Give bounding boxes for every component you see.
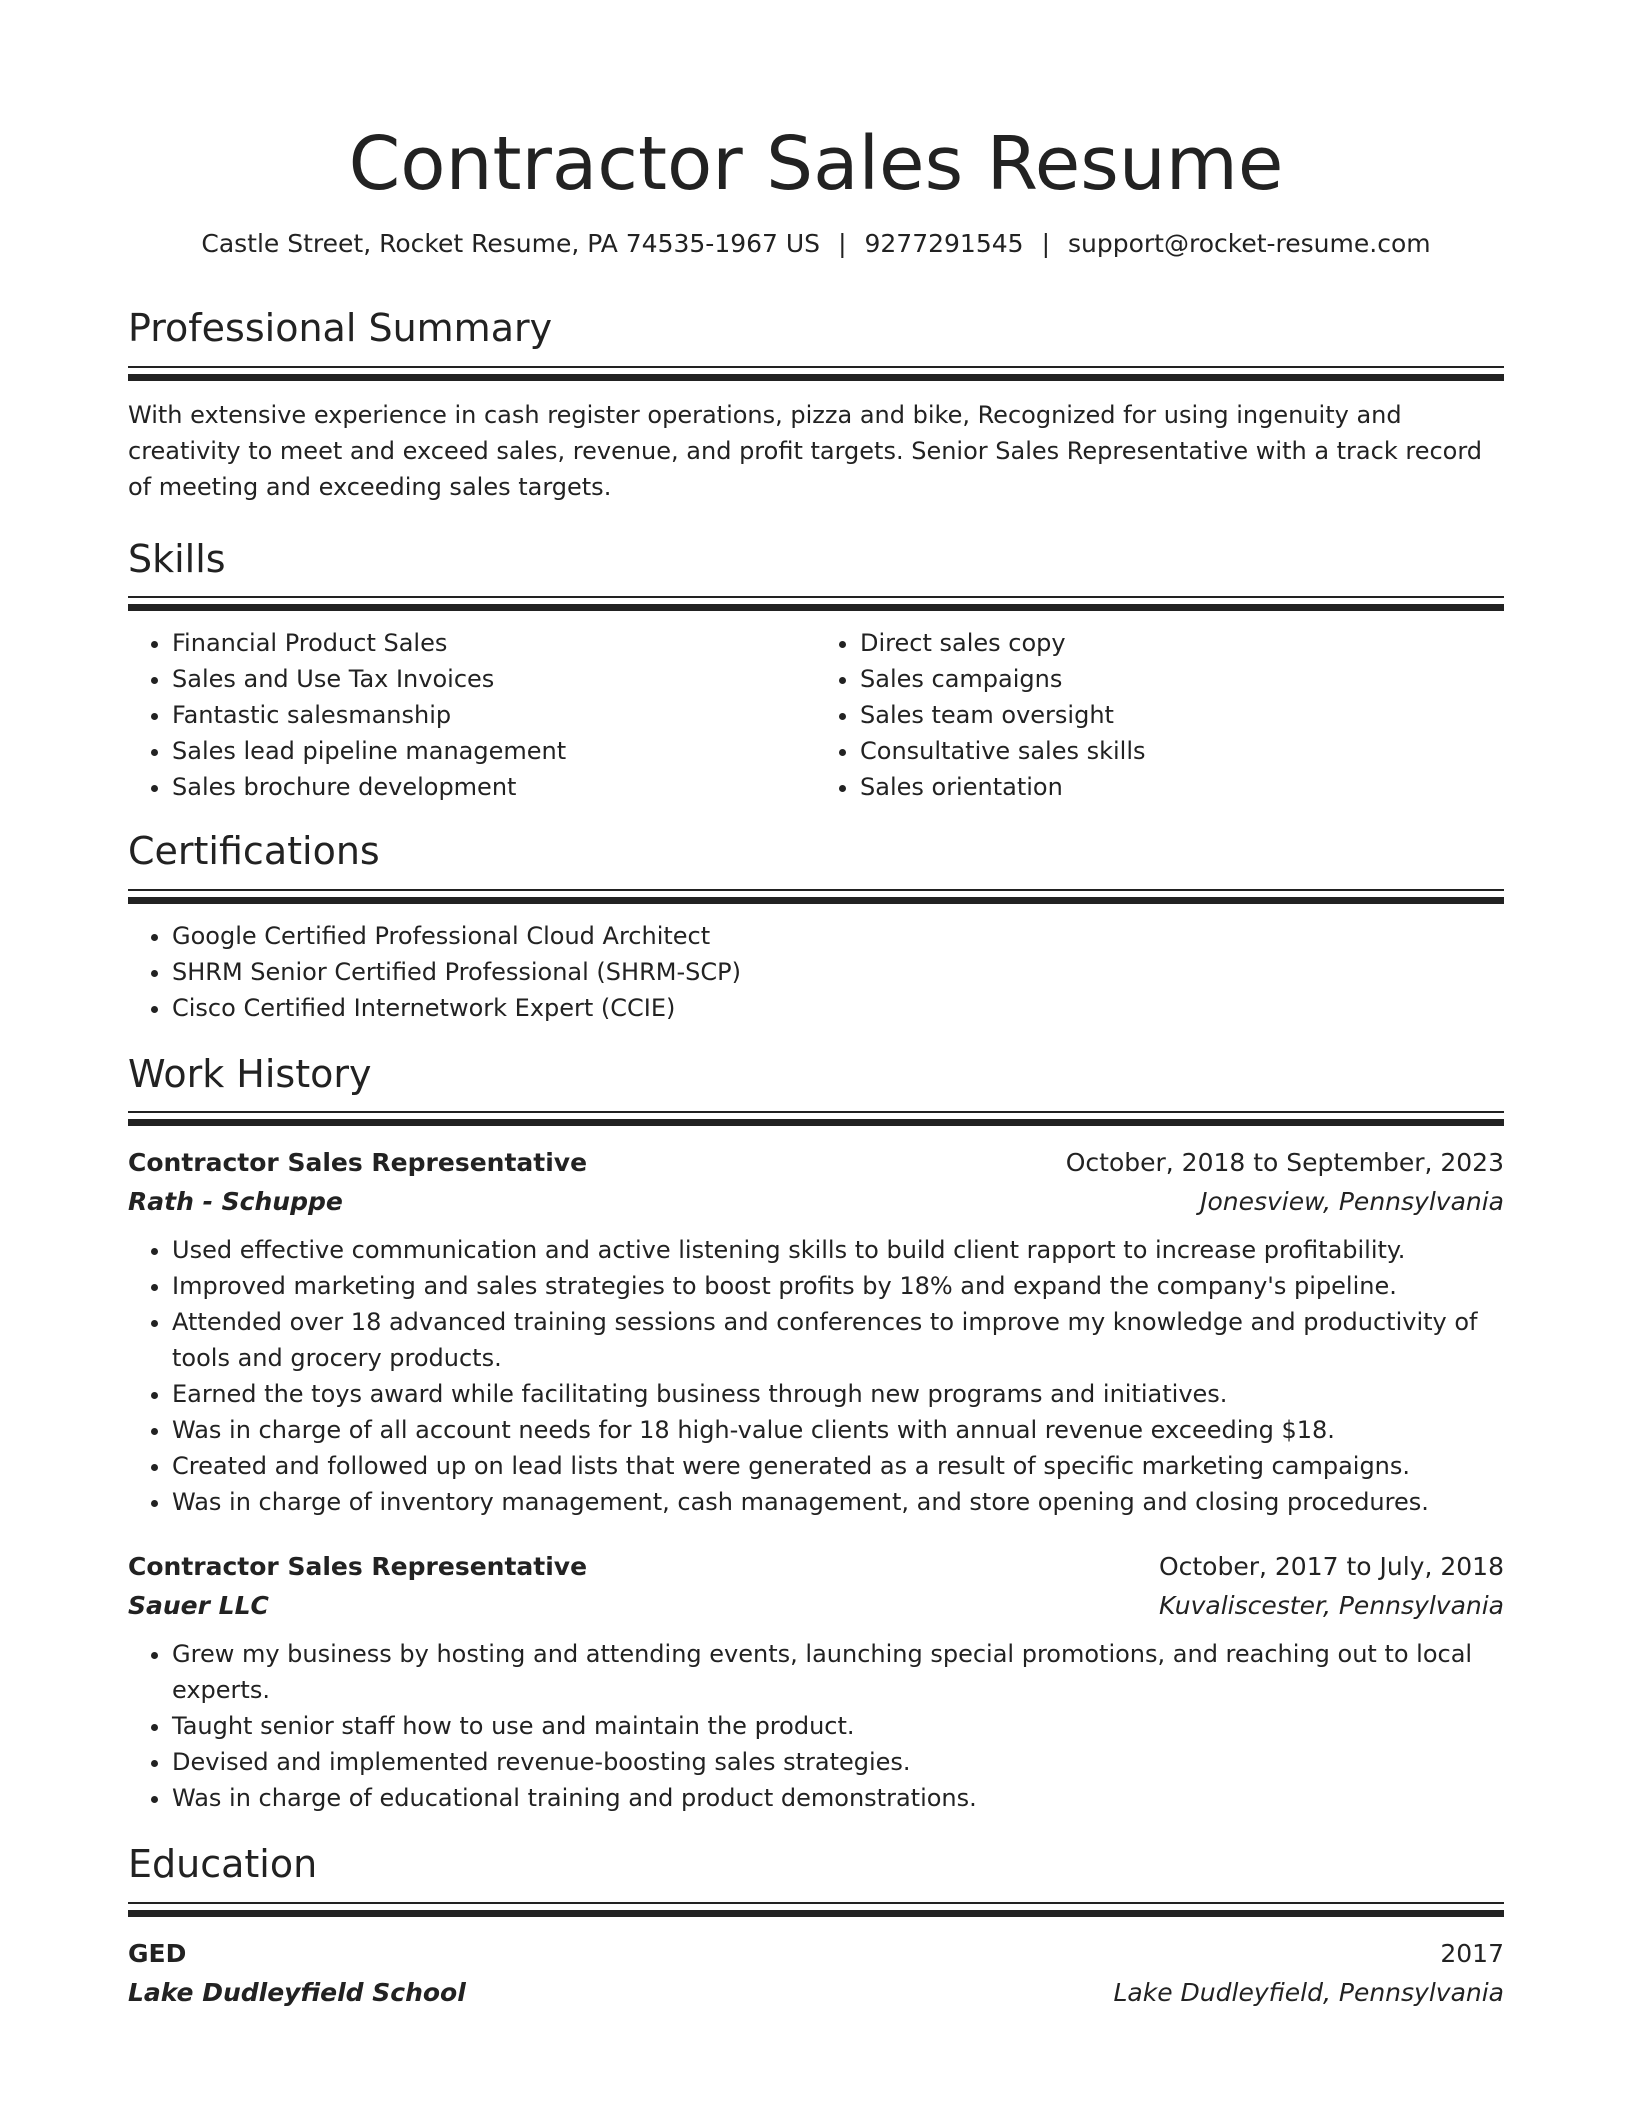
contact-line [128,229,1504,258]
summary-section [128,306,1504,505]
job-bullet: • Was in charge of educational training and product demonstrations. [172,1780,1504,1816]
education-school: Lake Dudleyfield School [128,1978,466,2008]
education-year: 2017 [1440,1939,1504,1969]
job-subheader [128,1586,1504,1626]
section-divider [128,889,1504,904]
job-bullet: • Created and followed up on lead lists that were generated as a result of specific marketing campaigns. [172,1448,1504,1484]
job-company: Sauer LLC [128,1591,269,1621]
skill-item: • Sales lead pipeline management [172,733,816,769]
job-header [128,1548,1504,1586]
job-title: Contractor Sales Representative [128,1148,588,1178]
skill-item: • Sales brochure development [172,769,816,805]
job-bullet: • Earned the toys award while facilitating business through new programs and initiatives. [172,1376,1504,1412]
skills-right-list [816,625,1504,805]
contact-separator: | [838,229,847,259]
job-bullet-list [128,1232,1504,1520]
job-title: Contractor Sales Representative [128,1552,588,1582]
contact-address: Castle Street, Rocket Resume, PA 74535-1967 US [201,229,821,259]
skill-item: • Sales and Use Tax Invoices [172,661,816,697]
education-location: Lake Dudleyfield, Pennsylvania [1113,1978,1504,2008]
job-header [128,1144,1504,1182]
certifications-section [128,829,1504,1026]
job-bullet-list [128,1636,1504,1816]
certification-item: • Cisco Certified Internetwork Expert (CCIE) [172,990,1504,1026]
section-heading: Certifications [128,829,380,874]
skill-item: • Sales orientation [860,769,1504,805]
skill-item: • Sales team oversight [860,697,1504,733]
education-subheader [128,1973,1504,2013]
job-bullet: • Attended over 18 advanced training sessions and conferences to improve my knowledge and productivity of tools and grocery products. [172,1304,1504,1376]
skill-item: • Financial Product Sales [172,625,816,661]
certification-item: • Google Certified Professional Cloud Architect [172,918,1504,954]
section-heading: Education [128,1842,318,1887]
section-heading: Professional Summary [128,306,553,351]
education-section [128,1842,1504,2013]
skill-item: • Direct sales copy [860,625,1504,661]
job-dates: October, 2017 to July, 2018 [1158,1552,1504,1582]
education-degree: GED [128,1939,187,1969]
skill-item: • Consultative sales skills [860,733,1504,769]
job-dates: October, 2018 to September, 2023 [1065,1148,1504,1178]
skill-item: • Sales campaigns [860,661,1504,697]
certification-item: • SHRM Senior Certified Professional (SHRM-SCP) [172,954,1504,990]
job-company: Rath - Schuppe [128,1187,343,1217]
skills-left-list [128,625,816,805]
education-header [128,1935,1504,1973]
job-bullet: • Taught senior staff how to use and maintain the product. [172,1708,1504,1744]
job-bullet: • Used effective communication and active listening skills to build client rapport to increase profitability. [172,1232,1504,1268]
certifications-list [128,918,1504,1026]
skill-item: • Fantastic salesmanship [172,697,816,733]
job-bullet: • Was in charge of inventory management, cash management, and store opening and closing procedures. [172,1484,1504,1520]
section-divider [128,366,1504,381]
contact-email: support@rocket-resume.com [1068,229,1431,259]
job-bullet: • Improved marketing and sales strategies to boost profits by 18% and expand the company's pipeline. [172,1268,1504,1304]
job-location: Jonesview, Pennsylvania [1200,1187,1504,1217]
job-bullet: • Was in charge of all account needs for 18 high-value clients with annual revenue exceeding $18. [172,1412,1504,1448]
section-heading: Skills [128,536,226,581]
job-location: Kuvaliscester, Pennsylvania [1159,1591,1504,1621]
summary-text: With extensive experience in cash register operations, pizza and bike, Recognized for using ingenuity and creativity to meet and exceed sales, revenue, and profit targets. Senior Sales Representative with a track record of meeting and exceeding sales targets. [128,400,1483,501]
job-entry [128,1548,1504,1816]
job-bullet: • Devised and implemented revenue-boosting sales strategies. [172,1744,1504,1780]
job-subheader [128,1182,1504,1222]
job-bullet: • Grew my business by hosting and attending events, launching special promotions, and reaching out to local experts. [172,1636,1504,1708]
contact-separator: | [1041,229,1050,259]
section-heading: Work History [128,1051,372,1096]
section-divider [128,1902,1504,1917]
resume-title: Contractor Sales Resume [348,121,1284,207]
skills-columns [128,625,1504,805]
contact-phone: 9277291545 [864,229,1024,259]
skills-section [128,537,1504,806]
job-entry [128,1144,1504,1520]
section-divider [128,596,1504,611]
section-divider [128,1111,1504,1126]
work-history-section [128,1052,1504,1817]
